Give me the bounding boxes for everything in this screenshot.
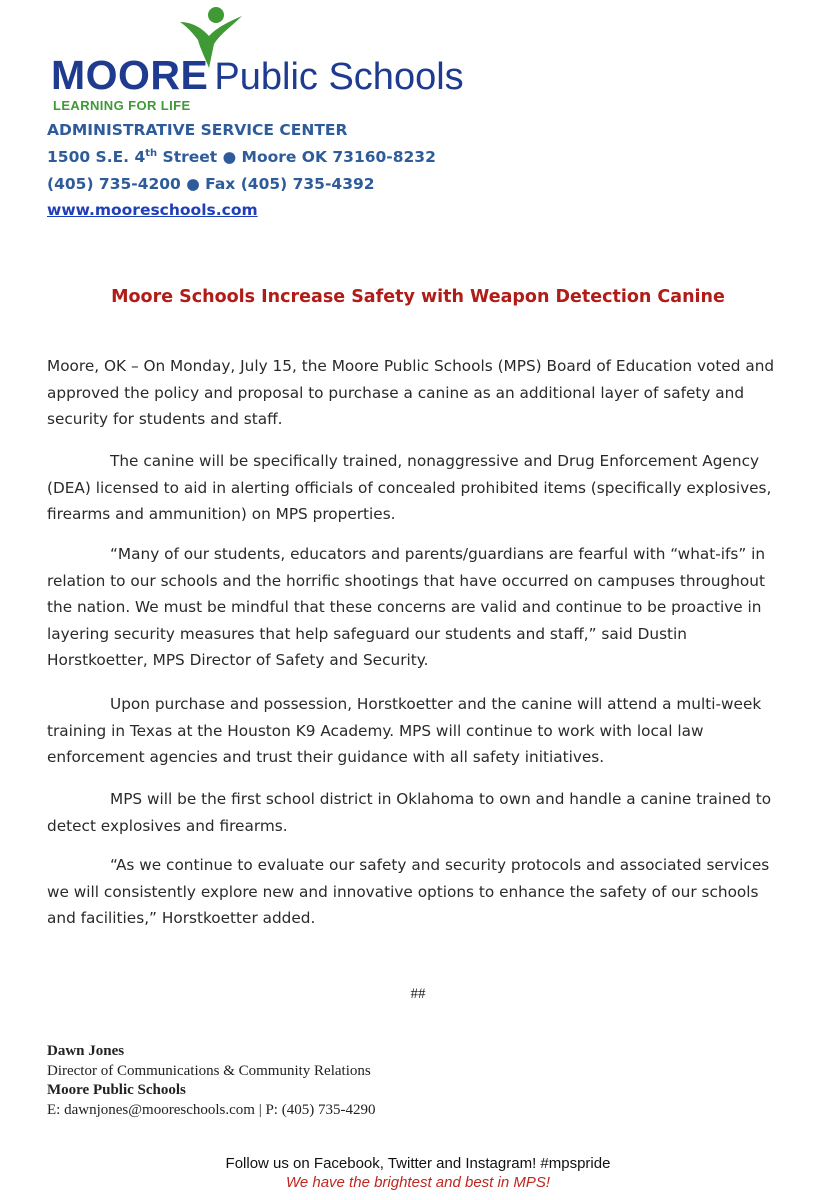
- website-link[interactable]: www.mooreschools.com: [47, 201, 258, 219]
- logo-public-schools-text: Public Schools: [214, 56, 464, 98]
- press-release-headline: Moore Schools Increase Safety with Weapon Detection Canine: [111, 287, 725, 307]
- address-ordinal: th: [145, 148, 158, 159]
- footer-social: Follow us on Facebook, Twitter and Instagram! #mpspride: [225, 1155, 611, 1172]
- body-paragraph-4: Upon purchase and possession, Horstkoetter and the canine will attend a multi-week training in Texas at the Houston K9 Academy. MPS will continue to work with local law enforcement agencies and trust their guidance with all safety initiatives.: [47, 695, 762, 766]
- body-paragraph-5: MPS will be the first school district in Oklahoma to own and handle a canine trained to detect explosives and firearms.: [47, 790, 772, 835]
- address-city: Street ● Moore OK 73160-8232: [157, 148, 436, 167]
- office-phone: (405) 735-4200 ● Fax (405) 735-4392: [47, 175, 375, 193]
- contact-title: Director of Communications & Community Relations: [47, 1062, 371, 1079]
- footer-slogan: We have the brightest and best in MPS!: [285, 1174, 551, 1191]
- logo-moore-text: MOORE: [51, 52, 209, 98]
- contact-name: Dawn Jones: [47, 1043, 125, 1059]
- office-name: ADMINISTRATIVE SERVICE CENTER: [47, 121, 348, 139]
- office-address: [47, 148, 436, 166]
- body-paragraph-1: Moore, OK – On Monday, July 15, the Moore Public Schools (MPS) Board of Education voted and approved the policy and proposal to purchase a canine as an additional layer of safety and security for students and staff.: [47, 357, 775, 428]
- contact-org: Moore Public Schools: [47, 1082, 186, 1098]
- contact-block: [47, 1042, 375, 1120]
- logo-tagline: LEARNING FOR LIFE: [53, 98, 191, 113]
- address-street: 1500 S.E. 4: [47, 148, 146, 167]
- body-paragraph-6: “As we continue to evaluate our safety and security protocols and associated services we will consistently explore new and innovative options to enhance the safety of our schools and facilities,” Horstkoetter added.: [47, 856, 770, 927]
- contact-details: E: dawnjones@mooreschools.com | P: (405) 735-4290: [47, 1101, 376, 1118]
- body-paragraph-3: “Many of our students, educators and parents/guardians are fearful with “what-ifs” in relation to our schools and the horrific shootings that have occurred on campuses throughout the nation. We must be mindful that these concerns are valid and continue to be proactive in layering security measures that help safeguard our students and staff,” said Dustin Horstkoetter, MPS Director of Safety and Security.: [47, 545, 766, 669]
- end-marks: ##: [410, 986, 426, 1002]
- body-paragraph-2: The canine will be specifically trained, nonaggressive and Drug Enforcement Agency (DEA) licensed to aid in alerting officials of concealed prohibited items (specifically explosives, firearms and ammunition) on MPS properties.: [47, 452, 772, 523]
- logo-wordmark: [51, 52, 464, 99]
